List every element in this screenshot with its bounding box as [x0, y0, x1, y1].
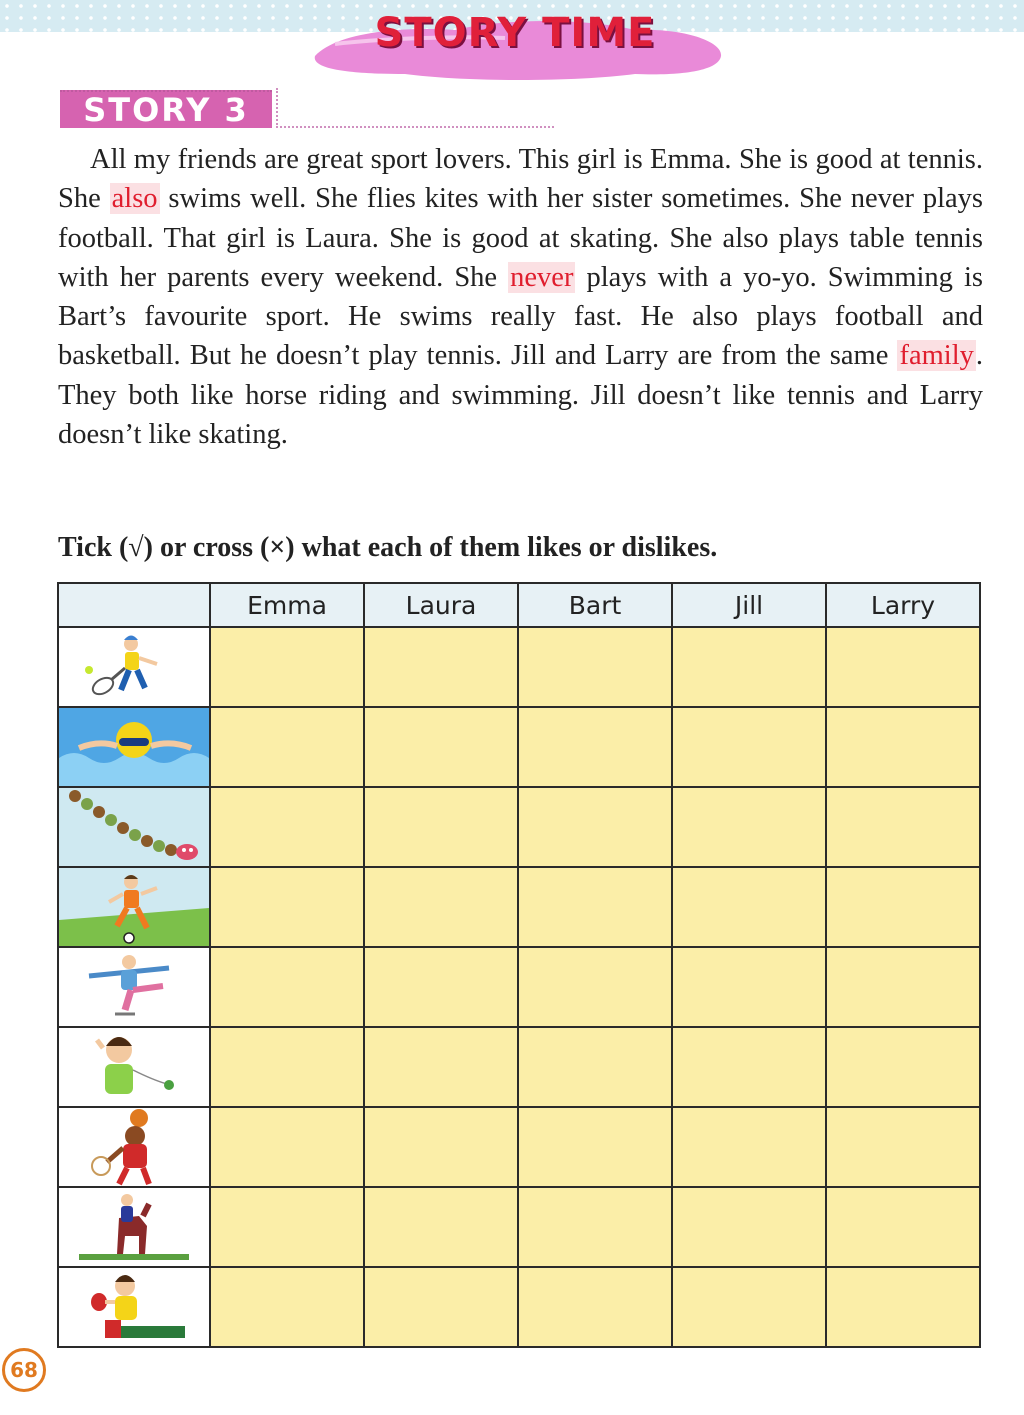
horse-riding-icon — [59, 1188, 209, 1266]
answer-cell[interactable] — [518, 787, 672, 867]
answer-cell[interactable] — [364, 1187, 518, 1267]
likes-grid — [57, 582, 981, 1348]
answer-cell[interactable] — [518, 1187, 672, 1267]
passage-text: . They both like horse riding and swimming. Jill doesn’t like tennis and Larry doesn’t like skating. — [58, 340, 983, 451]
answer-cell[interactable] — [518, 947, 672, 1027]
answer-cell[interactable] — [826, 1027, 980, 1107]
table-row — [58, 947, 980, 1027]
row-picture — [58, 1107, 210, 1187]
answer-cell[interactable] — [210, 1107, 364, 1187]
table-row — [58, 1107, 980, 1187]
tennis-icon — [59, 628, 209, 706]
answer-cell[interactable] — [210, 787, 364, 867]
passage-text: swims well. She flies kites with her sister sometimes. She never plays football. That girl is Laura. She is good at skating. She also plays table tennis with her parents every weekend. She — [58, 183, 984, 293]
row-picture — [58, 1267, 210, 1347]
swimming-icon — [59, 708, 209, 786]
answer-cell[interactable] — [210, 1027, 364, 1107]
page-number: 68 — [2, 1348, 46, 1392]
answer-cell[interactable] — [210, 627, 364, 707]
table-row — [58, 787, 980, 867]
answer-cell[interactable] — [826, 1107, 980, 1187]
banner-title: STORY TIME — [374, 10, 656, 56]
answer-cell[interactable] — [672, 1267, 826, 1347]
row-picture — [58, 1027, 210, 1107]
football-icon — [59, 868, 209, 946]
story-label-dotted-rule — [276, 88, 554, 128]
answer-cell[interactable] — [518, 1027, 672, 1107]
answer-cell[interactable] — [210, 707, 364, 787]
column-header-larry: Larry — [826, 583, 980, 627]
table-row — [58, 1187, 980, 1267]
answer-cell[interactable] — [826, 947, 980, 1027]
highlighted-word: never — [510, 261, 574, 293]
highlighted-word: family — [899, 340, 974, 372]
column-header-laura: Laura — [364, 583, 518, 627]
answer-cell[interactable] — [672, 627, 826, 707]
grid-corner-cell — [58, 583, 210, 627]
answer-cell[interactable] — [210, 1187, 364, 1267]
column-header-jill: Jill — [672, 583, 826, 627]
row-picture — [58, 627, 210, 707]
answer-cell[interactable] — [518, 707, 672, 787]
answer-cell[interactable] — [518, 867, 672, 947]
row-picture — [58, 707, 210, 787]
answer-cell[interactable] — [518, 1107, 672, 1187]
answer-cell[interactable] — [364, 1027, 518, 1107]
answer-cell[interactable] — [672, 787, 826, 867]
row-picture — [58, 947, 210, 1027]
passage-text: plays with a yo-yo. Swimming is Bart’s favourite sport. He swims really fast. He also plays football and basketball. But he doesn’t play tennis. Jill and Larry are from the same — [58, 261, 983, 372]
table-row — [58, 1267, 980, 1347]
skating-icon — [59, 948, 209, 1026]
answer-cell[interactable] — [672, 947, 826, 1027]
answer-cell[interactable] — [672, 1107, 826, 1187]
answer-cell[interactable] — [672, 1027, 826, 1107]
table-row — [58, 627, 980, 707]
answer-cell[interactable] — [672, 867, 826, 947]
answer-cell[interactable] — [210, 1267, 364, 1347]
answer-cell[interactable] — [364, 787, 518, 867]
story-label: STORY 3 — [60, 90, 272, 128]
story-time-banner — [305, 4, 725, 84]
answer-cell[interactable] — [210, 947, 364, 1027]
basketball-icon — [59, 1108, 209, 1186]
table-row — [58, 707, 980, 787]
answer-cell[interactable] — [364, 707, 518, 787]
story-passage — [58, 140, 983, 454]
answer-cell[interactable] — [826, 707, 980, 787]
answer-cell[interactable] — [826, 1187, 980, 1267]
table-row — [58, 867, 980, 947]
kite-icon — [59, 788, 209, 866]
answer-cell[interactable] — [364, 867, 518, 947]
answer-cell[interactable] — [518, 627, 672, 707]
answer-cell[interactable] — [210, 867, 364, 947]
row-picture — [58, 867, 210, 947]
passage-text: All my friends are great sport lovers. This girl is Emma. She is good at tennis. She — [58, 144, 983, 215]
answer-cell[interactable] — [364, 1107, 518, 1187]
answer-cell[interactable] — [364, 1267, 518, 1347]
column-header-bart: Bart — [518, 583, 672, 627]
column-header-emma: Emma — [210, 583, 364, 627]
table-tennis-icon — [59, 1268, 209, 1346]
yoyo-icon — [59, 1028, 209, 1106]
answer-cell[interactable] — [672, 1187, 826, 1267]
grid-header-row — [58, 583, 980, 627]
answer-cell[interactable] — [826, 627, 980, 707]
answer-cell[interactable] — [518, 1267, 672, 1347]
answer-cell[interactable] — [364, 947, 518, 1027]
instruction-text: Tick (√) or cross (×) what each of them likes or dislikes. — [58, 532, 718, 563]
highlighted-word: also — [111, 183, 158, 215]
row-picture — [58, 787, 210, 867]
answer-cell[interactable] — [826, 867, 980, 947]
answer-cell[interactable] — [364, 627, 518, 707]
row-picture — [58, 1187, 210, 1267]
table-row — [58, 1027, 980, 1107]
answer-cell[interactable] — [826, 787, 980, 867]
answer-cell[interactable] — [826, 1267, 980, 1347]
answer-cell[interactable] — [672, 707, 826, 787]
